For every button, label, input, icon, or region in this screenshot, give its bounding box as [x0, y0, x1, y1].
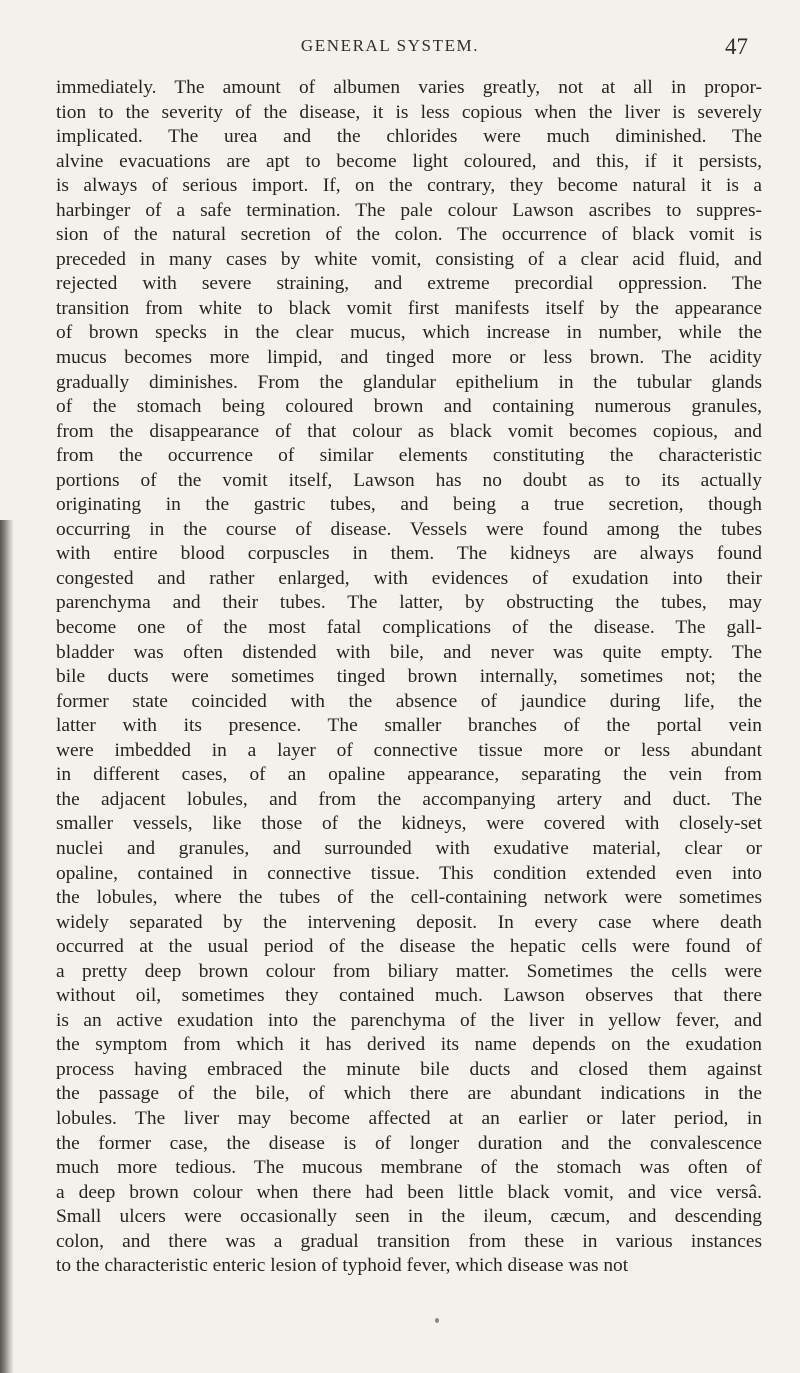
text-line: become one of the most fatal complications of the disease. The gall-	[56, 617, 762, 639]
text-line: harbinger of a safe termination. The pale colour Lawson ascribes to suppres-	[56, 199, 762, 221]
body-paragraph	[56, 76, 762, 1279]
text-line: originating in the gastric tubes, and being a true secretion, though	[56, 494, 762, 516]
text-line: the passage of the bile, of which there are abundant indications in the	[56, 1083, 762, 1105]
text-line: preceded in many cases by white vomit, consisting of a clear acid fluid, and	[56, 248, 762, 270]
text-line: latter with its presence. The smaller branches of the portal vein	[56, 715, 762, 737]
text-line: bladder was often distended with bile, and never was quite empty. The	[56, 641, 762, 663]
text-line: transition from white to black vomit first manifests itself by the appearance	[56, 297, 762, 319]
text-line: the lobules, where the tubes of the cell-containing network were sometimes	[56, 887, 762, 909]
text-line: is always of serious import. If, on the contrary, they become natural it is a	[56, 175, 762, 197]
text-line: with entire blood corpuscles in them. The kidneys are always found	[56, 543, 762, 565]
page-header	[40, 34, 748, 62]
text-line: smaller vessels, like those of the kidneys, were covered with closely-set	[56, 813, 762, 835]
page-number: 47	[725, 34, 748, 59]
text-line: tion to the severity of the disease, it is less copious when the liver is severely	[56, 101, 762, 123]
print-speck	[435, 1318, 439, 1323]
text-line: gradually diminishes. From the glandular epithelium in the tubular glands	[56, 371, 762, 393]
text-line: parenchyma and their tubes. The latter, by obstructing the tubes, may	[56, 592, 762, 614]
text-line: a pretty deep brown colour from biliary matter. Sometimes the cells were	[56, 960, 762, 982]
text-line: occurred at the usual period of the disease the hepatic cells were found of	[56, 936, 762, 958]
text-line: much more tedious. The mucous membrane of the stomach was often of	[56, 1157, 762, 1179]
text-line: rejected with severe straining, and extreme precordial oppression. The	[56, 273, 762, 295]
text-line: congested and rather enlarged, with evidences of exudation into their	[56, 567, 762, 589]
text-line: to the characteristic enteric lesion of typhoid fever, which disease was not	[56, 1255, 629, 1277]
text-line: of brown specks in the clear mucus, which increase in number, while the	[56, 322, 762, 344]
text-line: without oil, sometimes they contained much. Lawson observes that there	[56, 985, 762, 1007]
text-line: portions of the vomit itself, Lawson has no doubt as to its actually	[56, 469, 762, 491]
text-line: process having embraced the minute bile ducts and closed them against	[56, 1058, 762, 1080]
text-line: colon, and there was a gradual transition from these in various instances	[56, 1230, 762, 1252]
text-line: the adjacent lobules, and from the accompanying artery and duct. The	[56, 788, 762, 810]
running-head: GENERAL SYSTEM.	[300, 36, 480, 55]
text-line: widely separated by the intervening deposit. In every case where death	[56, 911, 762, 933]
text-line: implicated. The urea and the chlorides were much diminished. The	[56, 126, 762, 148]
text-line: occurring in the course of disease. Vessels were found among the tubes	[56, 518, 762, 540]
text-line: from the occurrence of similar elements constituting the characteristic	[56, 445, 762, 467]
text-line: in different cases, of an opaline appearance, separating the vein from	[56, 764, 762, 786]
page-binding-shadow	[0, 520, 14, 1373]
text-line: the symptom from which it has derived its name depends on the exudation	[56, 1034, 762, 1056]
text-line: former state coincided with the absence of jaundice during life, the	[56, 690, 762, 712]
text-line: alvine evacuations are apt to become light coloured, and this, if it persists,	[56, 150, 762, 172]
text-line: nuclei and granules, and surrounded with exudative material, clear or	[56, 837, 762, 859]
text-line: sion of the natural secretion of the colon. The occurrence of black vomit is	[56, 224, 762, 246]
text-line: is an active exudation into the parenchyma of the liver in yellow fever, and	[56, 1009, 762, 1031]
text-line: mucus becomes more limpid, and tinged more or less brown. The acidity	[56, 347, 762, 369]
text-line: from the disappearance of that colour as black vomit becomes copious, and	[56, 420, 762, 442]
text-line: were imbedded in a layer of connective tissue more or less abundant	[56, 739, 762, 761]
text-line: the former case, the disease is of longer duration and the convalescence	[56, 1132, 762, 1154]
text-line: lobules. The liver may become affected at an earlier or later period, in	[56, 1107, 762, 1129]
text-line: Small ulcers were occasionally seen in the ileum, cæcum, and descending	[56, 1206, 762, 1228]
text-line: a deep brown colour when there had been little black vomit, and vice versâ.	[56, 1181, 762, 1203]
text-line: opaline, contained in connective tissue. This condition extended even into	[56, 862, 762, 884]
text-line: of the stomach being coloured brown and containing numerous granules,	[56, 396, 762, 418]
text-line: bile ducts were sometimes tinged brown internally, sometimes not; the	[56, 666, 762, 688]
text-line: immediately. The amount of albumen varies greatly, not at all in propor-	[56, 77, 762, 98]
